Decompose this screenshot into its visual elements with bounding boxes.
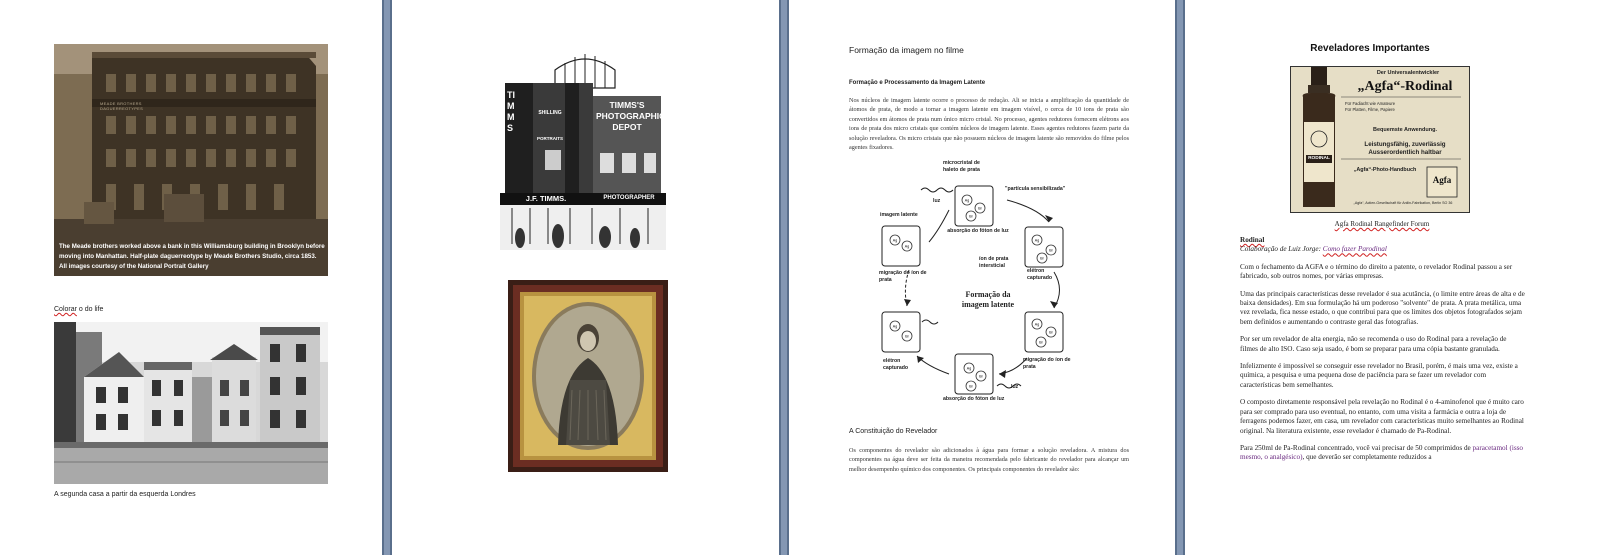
document-page-3 — [789, 0, 1175, 555]
label-microcristal: microcristal de haleto de prata — [943, 160, 980, 173]
collaboration-link[interactable]: Como fazer Parodinal — [1322, 245, 1387, 254]
sign-jf-timms: J.F. TIMMS. — [525, 194, 567, 203]
ad-copy-3: Bequemste Anwendung. — [1373, 127, 1437, 133]
ad-brand: „Agfa“-Rodinal — [1357, 79, 1453, 94]
section-heading: Formação da imagem no filme — [849, 45, 964, 55]
ad-copy-1: Für Fadiacht wie Amateure — [1345, 101, 1396, 106]
photo-caption-overlay: The Meade brothers worked above a bank in this Williamsburg building in Brooklyn before moving into Manhattan. Half-plate daguerreotype by Meade Brothers Studio, circa 1853. All images courtesy of the National Portrait Gallery — [59, 243, 325, 270]
sign-shilling: SHILLING — [538, 110, 562, 116]
sign-portraits: PORTRAITS — [536, 136, 563, 141]
section-label: Colorar o do life — [54, 306, 104, 313]
paragraph: Para 250ml de Pa-Rodinal concentrado, você vai precisar de 50 comprimidos de paracetamol (isso mesmo, o analgésico), que deverão ser completamente reduzidos a — [1240, 443, 1524, 462]
latent-image-diagram — [867, 160, 1097, 412]
building-sign-text: MEADE BROTHERS DAGUERREOTYPES — [100, 101, 144, 111]
label-particula: "partícula sensibilizada" — [1005, 186, 1066, 192]
framed-portrait-woman — [508, 280, 668, 472]
collaboration-line: Colaboração de Luiz Jorge: Como fazer Parodinal — [1240, 245, 1387, 254]
timms-depot-engraving — [500, 48, 666, 250]
paragraph: Por ser um revelador de alta energia, não se recomenda o uso do Rodinal para a revelação de filmes de alto ISO. Caso seja usado, é bom se preparar para uma cópia bastante granulada. — [1240, 335, 1507, 353]
silver-ion-label: Ag — [1034, 238, 1040, 243]
brooklyn-building-photo — [54, 44, 328, 276]
paragraph: Infelizmente é impossível se conseguir esse revelador no Brasil, porém, é mais uma vez, existe a química, a pesquisa e uma pequena dose de paciência para se fazer um revelador com características bem semelhantes. — [1240, 362, 1518, 389]
bromide-ion-label: Br — [969, 214, 973, 219]
label-ion-intersticial: íon de prata intersticial — [979, 256, 1009, 269]
sign-photographic-depot: TIMMS'S PHOTOGRAPHIC DEPOT — [596, 100, 666, 132]
bromide-ion-label: Br — [1049, 330, 1053, 335]
image-caption: Agfa Rodinal Rangefinder Forum — [1334, 220, 1430, 228]
document-page-2 — [392, 0, 779, 555]
label-absorcao-bottom: absorção do fóton de luz — [943, 396, 1005, 402]
silver-ion-label: Ag — [904, 244, 910, 249]
london-houses-photo — [54, 322, 328, 484]
bromide-ion-label: Br — [979, 374, 983, 379]
ad-copy-5: Ausserordentlich haltbar — [1368, 149, 1442, 156]
paragraph: O composto diretamente responsável pela revelação no Rodinal é o 4-aminofenol que é muito caro para ser comprado para uso eventual, no entanto, com uma visita a farmácia e outra a loja de ferragens podemos fazer, em casa, um revelador com características muito semelhantes ao Rodinal original. Na literatura existente, esse revelador é chamado de Pa-Rodinal. — [1240, 398, 1524, 435]
silver-ion-label: Ag — [1034, 322, 1040, 327]
page-title: Reveladores Importantes — [1310, 43, 1430, 54]
paragraph: Com o fechamento da AGFA e o término do direito a patente, o revelador Rodinal passou a ser fabricado, sob outros nomes, por várias empresas. — [1240, 262, 1513, 281]
body-paragraph: Nos núcleos de imagem latente ocorre o processo de redução. Ali se inicia a amplificação da quantidade de átomos de prata, de modo a tornar a imagem latente em imagem visível, o cerca de 10 ions de prata são convertidos em átomos de prata num único micro cristal. No processo, agentes redutores fornecem elétrons aos ions de prata dos micro cristais que contém núcleos de imagem latente. Esses agentes redutores fazem parte da solução reveladora. Os micro cristais que não possuem núcleos de imagem latente são removidos do filme pelos agentes fixadores. — [849, 97, 1129, 152]
photo-caption: A segunda casa a partir da esquerda Londres — [54, 491, 196, 498]
document-page-4 — [1185, 0, 1607, 555]
section-heading-2: A Constituição do Revelador — [849, 428, 938, 435]
page-gap — [1175, 0, 1185, 555]
document-page-1 — [0, 0, 382, 555]
label-eletron-capturado-right: elétron capturado — [1027, 268, 1053, 281]
bromide-ion-label: Br — [1039, 340, 1043, 345]
ad-top-line: Der Universalentwickler — [1376, 70, 1440, 76]
agfa-logo: Agfa — [1432, 175, 1452, 185]
ad-copy-2: Für Platten, Filme, Papiere — [1345, 107, 1395, 112]
paragraph: Uma das principais características desse revelador é sua acutância, (o limite entre áreas de alta e de baixa densidades). Em sua formulação há um poderoso "solvente" de prata. A prata metálica, uma vez revelada, fica nesse estado, o que contribui para que os limites dos objetos fotografados sejam bem definidos e aumentando o contraste geral das fotografias. — [1240, 289, 1525, 326]
bromide-ion-label: Br — [905, 334, 909, 339]
silver-ion-label: Ag — [964, 198, 970, 203]
bromide-ion-label: Br — [1040, 256, 1044, 261]
article-heading: Rodinal — [1240, 236, 1265, 244]
page-gap — [382, 0, 392, 555]
page-gap — [779, 0, 789, 555]
ad-footer: „Agfa“, Actien-Gesellschaft für Anilin-Fabrikation, Berlin SO 36 — [1353, 201, 1453, 205]
subsection-heading: Formação e Processamento da Imagem Latente — [849, 80, 986, 86]
bromide-ion-label: Br — [1049, 248, 1053, 253]
label-migracao-left: migração do íon de prata — [879, 270, 927, 283]
article-body — [1240, 236, 1526, 471]
label-imagem-latente: imagem latente — [880, 212, 918, 218]
sign-timms-vertical: TIMMS — [507, 90, 515, 133]
label-luz-top: luz — [933, 198, 941, 204]
bromide-ion-label: Br — [978, 206, 982, 211]
sign-photographer: PHOTOGRAPHER — [603, 195, 655, 201]
label-eletron-capturado-left: elétron capturado — [883, 358, 909, 371]
diagram-center-title: Formação da imagem latente — [961, 290, 1015, 309]
silver-ion-label: Ag — [892, 324, 898, 329]
silver-ion-label: Ag — [892, 238, 898, 243]
ad-handbuch: „Agfa“-Photo-Handbuch — [1353, 167, 1417, 173]
label-migracao-bottom: migração do íon de prata — [1023, 357, 1071, 370]
ad-bottle-label: RODINAL — [1308, 156, 1330, 161]
label-luz-bottom: luz — [1011, 384, 1019, 390]
body-paragraph-2: Os componentes do revelador são adicionados à água para formar a solução reveladora. A mistura dos componentes na água deve ser feita da maneira recomendada pelo fabricante do revelador para alcançar um melhor desempenho químico dos componentes. Os principais componentes do revelador são: — [849, 447, 1129, 473]
silver-ion-label: Ag — [966, 366, 972, 371]
agfa-rodinal-advertisement — [1290, 66, 1470, 213]
ad-copy-4: Leistungsfähig, zuverlässig — [1364, 141, 1446, 148]
label-absorcao-top: absorção do fóton de luz — [947, 228, 1009, 234]
bromide-ion-label: Br — [969, 384, 973, 389]
